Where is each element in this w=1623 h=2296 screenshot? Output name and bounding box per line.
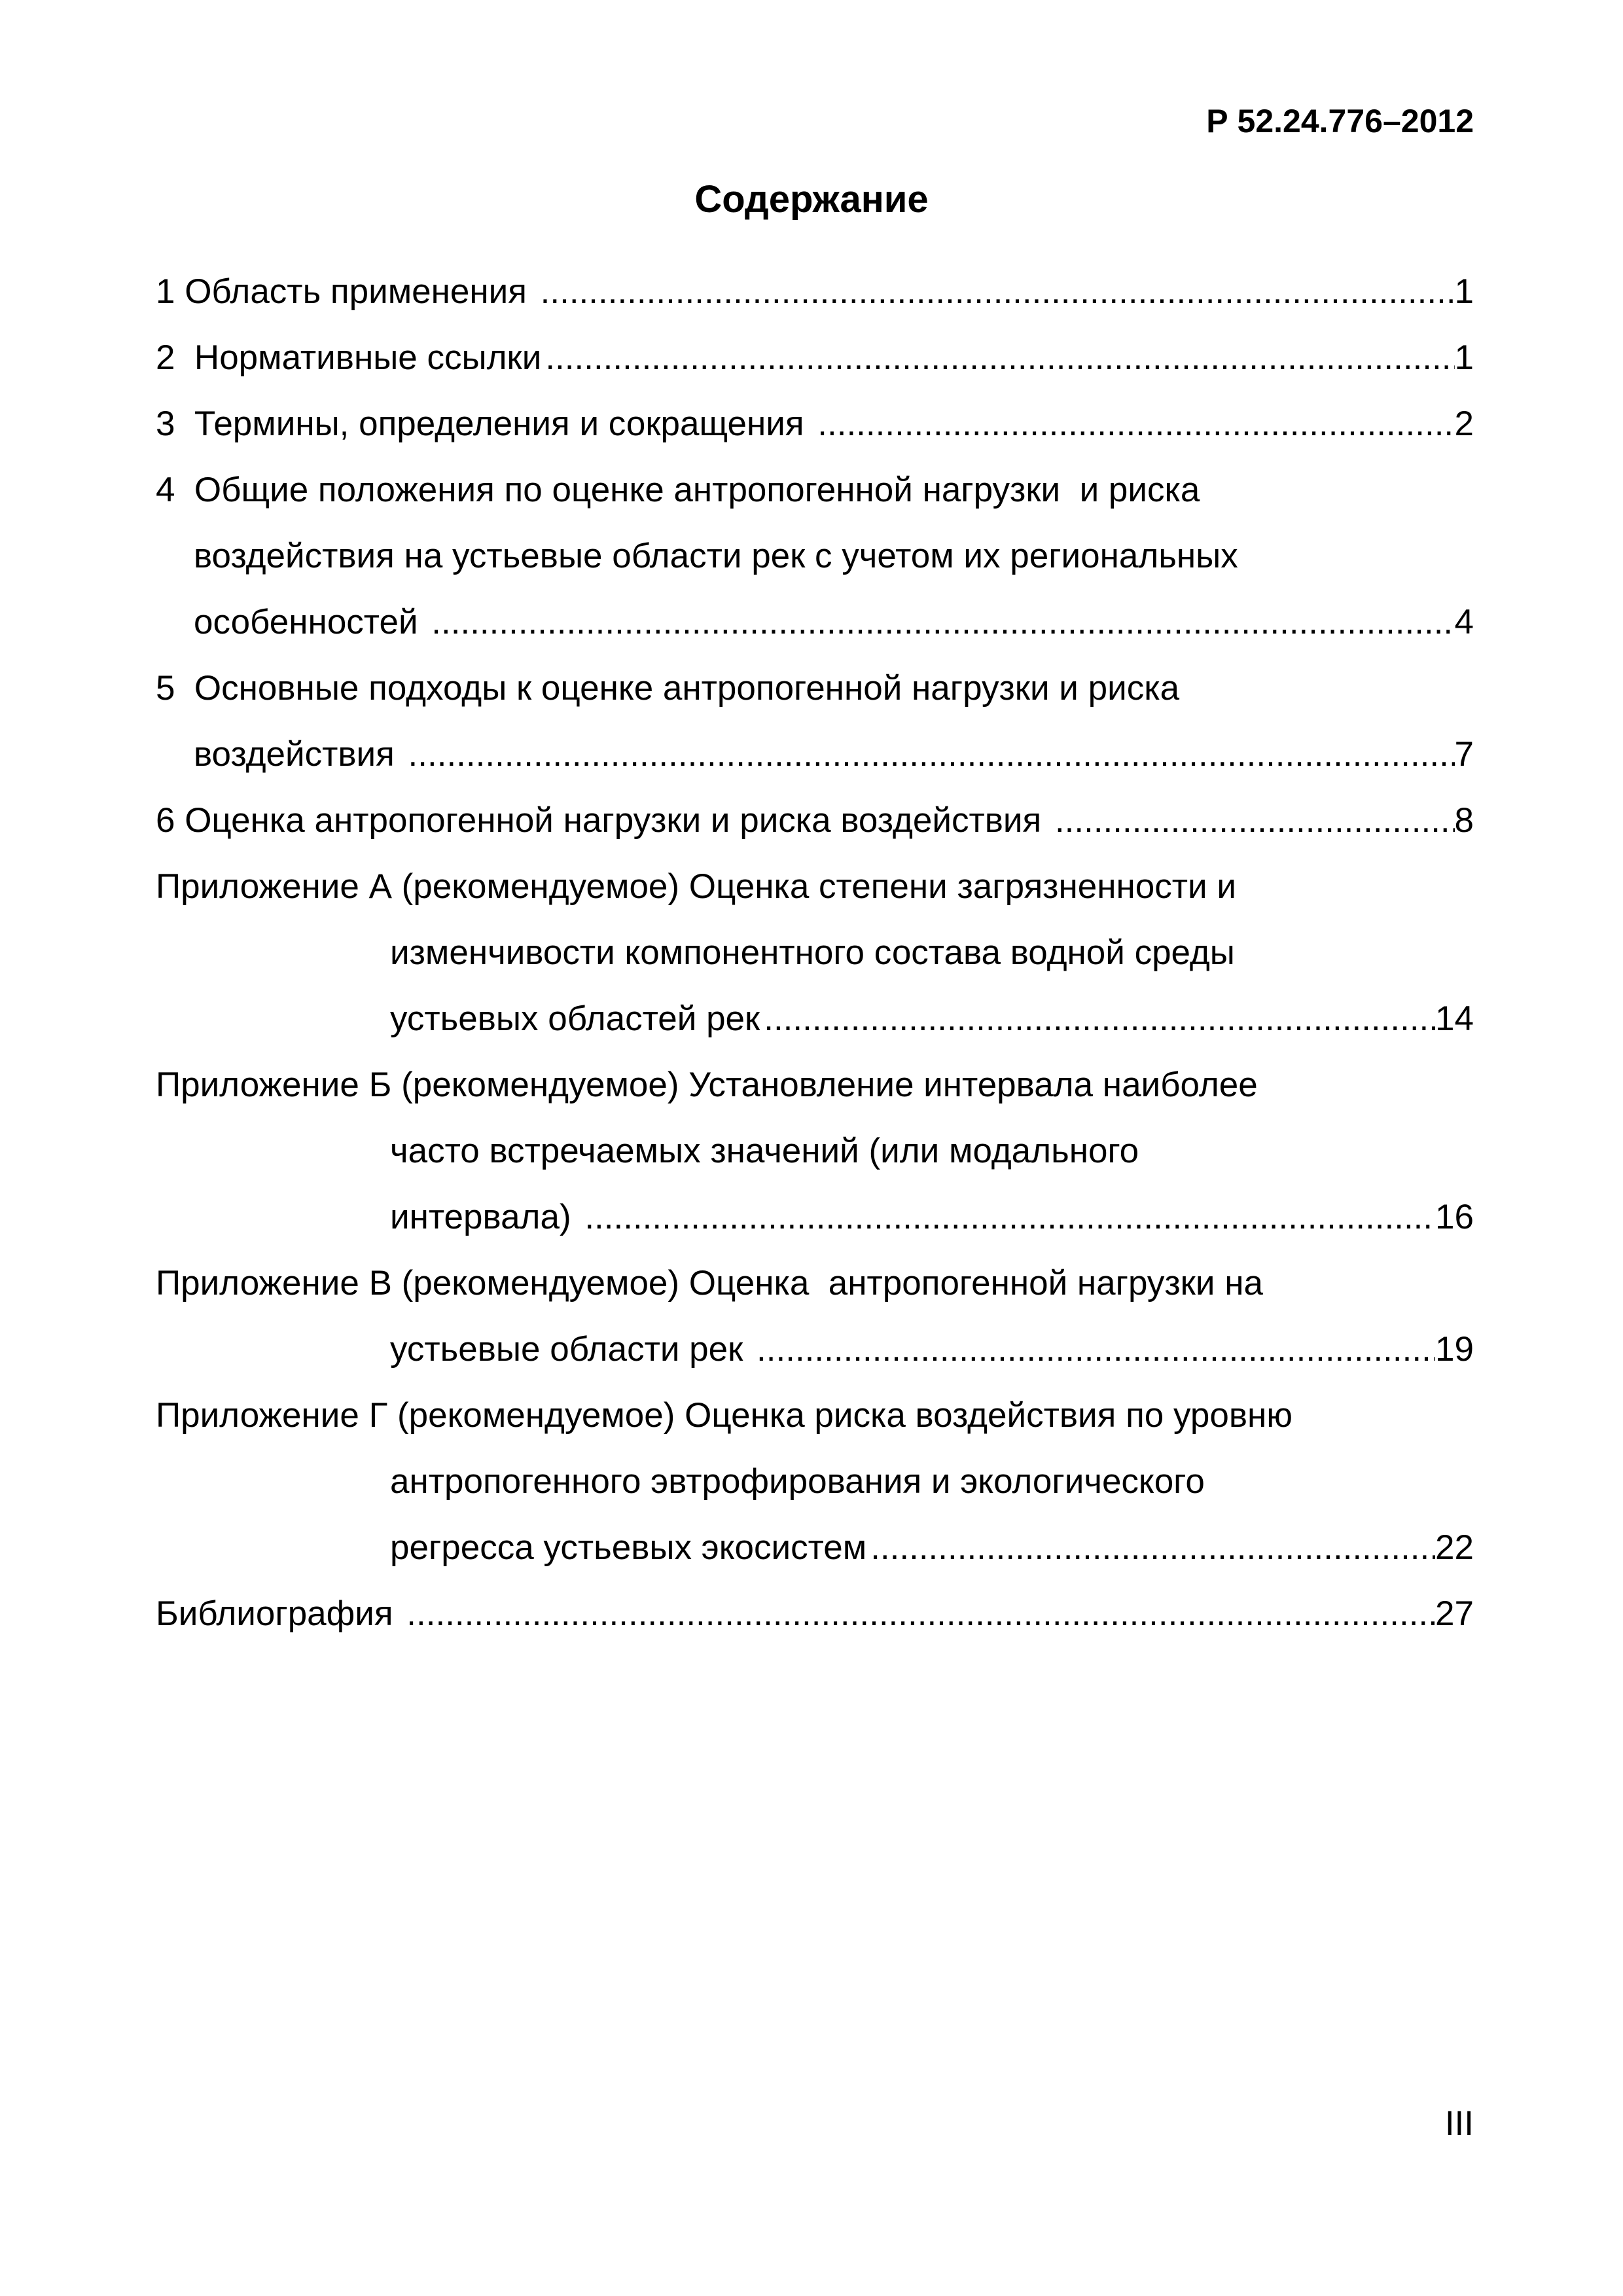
toc-entry-appendix-b[interactable]: [156, 1052, 1474, 1250]
toc-entry-text-continued: регресса устьевых экосистем: [390, 1528, 867, 1567]
toc-entry-line: [156, 787, 1474, 853]
toc-entry-load-assessment[interactable]: [156, 787, 1474, 853]
toc-entry-line: [156, 986, 1474, 1052]
toc-entry-appendix-a[interactable]: [156, 853, 1474, 1052]
toc-entry-scope[interactable]: [156, 259, 1474, 325]
toc-entry-general-provisions[interactable]: [156, 457, 1474, 655]
toc-entry-line: [156, 1515, 1474, 1581]
document-code: Р 52.24.776–2012: [1206, 103, 1474, 139]
toc-page-number: 4: [1454, 603, 1474, 641]
toc-page-number: 1: [1454, 338, 1474, 377]
toc-entry-text: 3 Термины, определения и сокращения: [156, 404, 814, 443]
toc-page-number: 16: [1435, 1198, 1474, 1236]
toc-entry-terms-definitions[interactable]: [156, 391, 1474, 457]
toc-entry-text-continued: устьевые области рек: [390, 1330, 753, 1369]
toc-entry-line: [156, 259, 1474, 325]
toc-page-number: 19: [1435, 1330, 1474, 1369]
toc-page-number: 7: [1454, 735, 1474, 774]
dot-leader: [753, 1316, 1435, 1382]
dot-leader: [760, 986, 1435, 1052]
toc-entry-text: 5 Основные подходы к оценке антропогенной нагрузки и риска: [156, 669, 1180, 708]
toc-entry-text: 6 Оценка антропогенной нагрузки и риска воздействия: [156, 801, 1051, 840]
toc-entry-text-continued: особенностей: [194, 603, 428, 641]
toc-entry-text-continued: воздействия на устьевые области рек с учетом их региональных: [194, 537, 1238, 575]
toc-entry-text-continued: интервала): [390, 1198, 581, 1236]
toc-entry-line: [156, 721, 1474, 787]
toc-entry-line: [156, 589, 1474, 655]
dot-leader: [404, 721, 1455, 787]
table-of-contents: [156, 259, 1474, 1647]
toc-entry-text: Приложение Б (рекомендуемое) Установление интервала наиболее: [156, 1066, 1258, 1104]
dot-leader: [402, 1581, 1435, 1647]
toc-entry-line: [156, 391, 1474, 457]
toc-entry-text-continued: изменчивости компонентного состава водной среды: [390, 933, 1235, 972]
toc-page-number: 14: [1435, 999, 1474, 1038]
toc-entry-text: Приложение А (рекомендуемое) Оценка степени загрязненности и: [156, 867, 1236, 906]
toc-entry-text: Библиография: [156, 1594, 403, 1633]
dot-leader: [580, 1184, 1435, 1250]
toc-entry-text-continued: часто встречаемых значений (или модального: [390, 1132, 1139, 1170]
toc-entry-text: 2 Нормативные ссылки: [156, 338, 542, 377]
toc-page-number: 2: [1454, 404, 1474, 443]
toc-entry-line: [156, 1581, 1474, 1647]
toc-page-number: 27: [1435, 1594, 1474, 1633]
toc-entry-text-continued: антропогенного эвтрофирования и экологического: [390, 1462, 1205, 1501]
toc-page-number: 22: [1435, 1528, 1474, 1567]
toc-entry-text: 4 Общие положения по оценке антропогенной нагрузки и риска: [156, 471, 1200, 509]
dot-leader: [427, 589, 1454, 655]
toc-entry-text-continued: воздействия: [194, 735, 404, 774]
toc-entry-text: Приложение Г (рекомендуемое) Оценка риска воздействия по уровню: [156, 1396, 1293, 1435]
toc-entry-line: [156, 1316, 1474, 1382]
toc-entry-text: 1 Область применения: [156, 272, 537, 311]
toc-entry-text-continued: устьевых областей рек: [390, 999, 760, 1038]
toc-entry-normative-references[interactable]: [156, 325, 1474, 391]
dot-leader: [866, 1515, 1435, 1581]
toc-entry-line: [156, 325, 1474, 391]
dot-leader: [541, 325, 1454, 391]
page-number: III: [1444, 2104, 1474, 2143]
toc-entry-line: [156, 1184, 1474, 1250]
toc-entry-appendix-v[interactable]: [156, 1250, 1474, 1382]
toc-page-number: 1: [1454, 272, 1474, 311]
toc-title: Содержание: [694, 178, 929, 221]
dot-leader: [537, 259, 1455, 325]
toc-page-number: 8: [1454, 801, 1474, 840]
toc-entry-appendix-g[interactable]: [156, 1382, 1474, 1581]
toc-entry-basic-approaches[interactable]: [156, 655, 1474, 787]
toc-entry-bibliography[interactable]: [156, 1581, 1474, 1647]
dot-leader: [1051, 787, 1455, 853]
dot-leader: [813, 391, 1454, 457]
toc-entry-text: Приложение В (рекомендуемое) Оценка антропогенной нагрузки на: [156, 1264, 1263, 1302]
